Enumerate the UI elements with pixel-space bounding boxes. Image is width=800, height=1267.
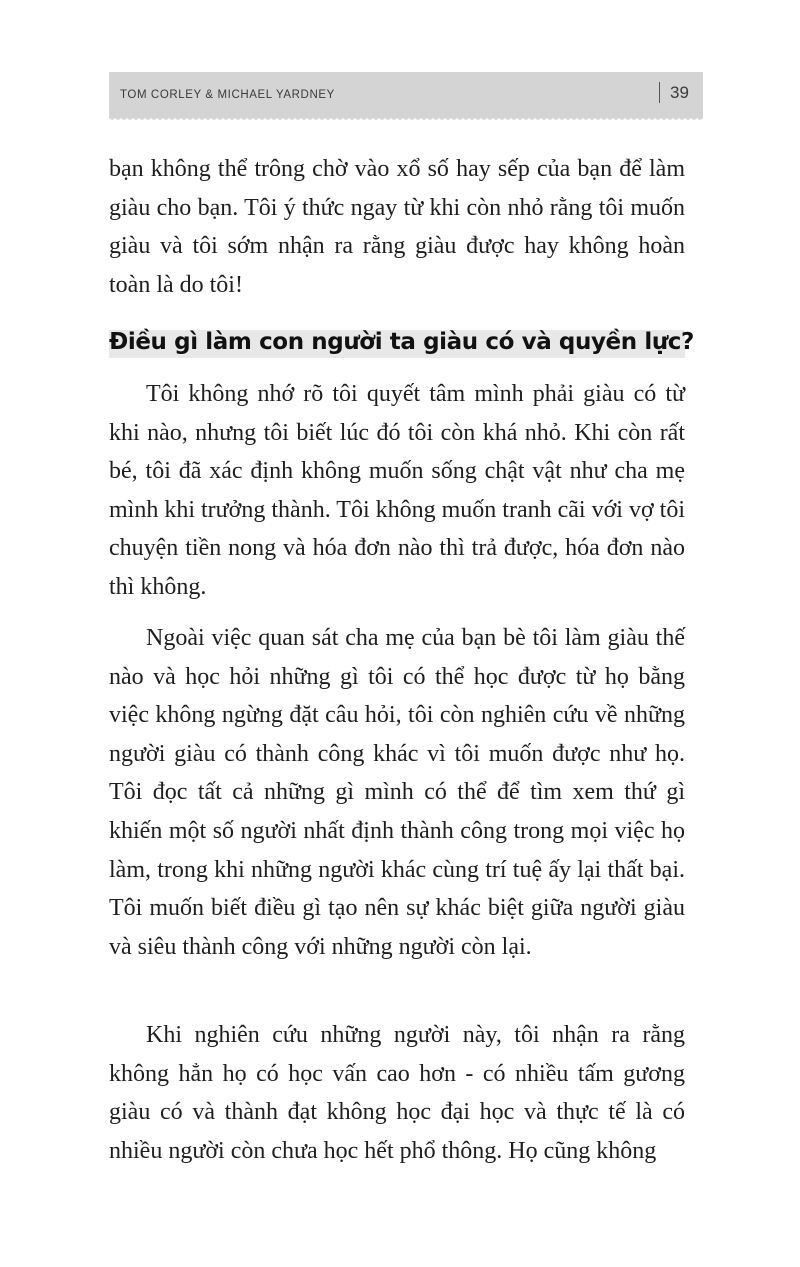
header-separator [659,82,660,103]
running-header [109,72,703,118]
section-heading: Điều gì làm con người ta giàu có và quyền lực? [109,329,694,355]
paragraph-1: bạn không thể trông chờ vào xổ số hay sếp của bạn để làm giàu cho bạn. Tôi ý thức ngay từ khi còn nhỏ rằng tôi muốn giàu và tôi sớm nhận ra rằng giàu được hay không hoàn toàn là do tôi! [109,156,685,298]
paragraph-3: Ngoài việc quan sát cha mẹ của bạn bè tôi làm giàu thế nào và học hỏi những gì tôi có thể học được từ họ bằng việc không ngừng đặt câu hỏi, tôi còn nghiên cứu về những người giàu có thành công khác vì tôi muốn được như họ. Tôi đọc tất cả những gì mình có thể để tìm xem thứ gì khiến một số người nhất định thành công trong mọi việc họ làm, trong khi những người khác cùng trí tuệ ấy lại thất bại. Tôi muốn biết điều gì tạo nên sự khác biệt giữa người giàu và siêu thành công với những người còn lại. [109,625,685,960]
paragraph-4: Khi nghiên cứu những người này, tôi nhận ra rằng không hẳn họ có học vấn cao hơn - có nhiều tấm gương giàu có và thành đạt không học đại học và thực tế là có nhiều người còn chưa học hết phổ thông. Họ cũng không [109,1022,685,1164]
page-number: 39 [670,83,689,102]
paragraph-2: Tôi không nhớ rõ tôi quyết tâm mình phải giàu có từ khi nào, nhưng tôi biết lúc đó tôi còn khá nhỏ. Khi còn rất bé, tôi đã xác định không muốn sống chật vật như cha mẹ mình khi trưởng thành. Tôi không muốn tranh cãi với vợ tôi chuyện tiền nong và hóa đơn nào thì trả được, hóa đơn nào thì không. [109,381,685,600]
header-scalloped-edge [109,117,703,123]
header-authors: TOM CORLEY & MICHAEL YARDNEY [120,89,335,101]
